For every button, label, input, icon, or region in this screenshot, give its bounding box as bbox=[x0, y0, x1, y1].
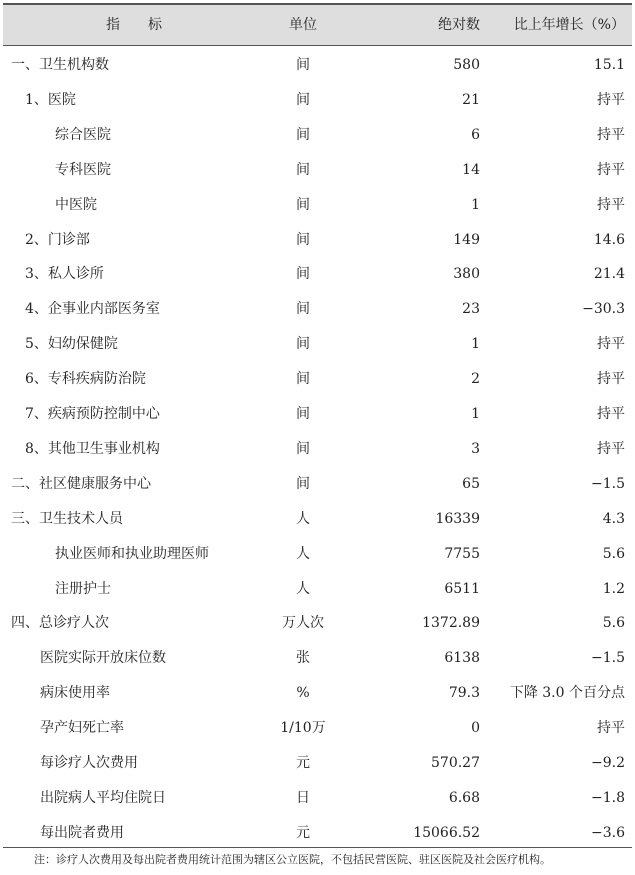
row-growth: 持平 bbox=[597, 720, 625, 737]
row-absolute-value: 79.3 bbox=[448, 685, 480, 702]
row-growth: −30.3 bbox=[582, 301, 625, 318]
row-growth: 持平 bbox=[597, 336, 625, 353]
table-row bbox=[3, 432, 632, 467]
row-unit: 间 bbox=[296, 371, 310, 388]
row-growth: 1.2 bbox=[602, 580, 625, 597]
header-unit: 单位 bbox=[289, 17, 317, 33]
row-indicator: 5、妇幼保健院 bbox=[25, 336, 118, 353]
row-indicator: 二、社区健康服务中心 bbox=[11, 475, 151, 492]
table-bottom-rule bbox=[3, 847, 632, 848]
row-unit: 间 bbox=[296, 475, 310, 492]
row-absolute-value: 14 bbox=[462, 161, 480, 178]
row-absolute-value: 1 bbox=[471, 196, 480, 213]
table-row bbox=[3, 48, 632, 83]
row-indicator: 综合医院 bbox=[55, 126, 111, 143]
row-absolute-value: 149 bbox=[453, 231, 480, 248]
row-unit: 间 bbox=[296, 266, 310, 283]
row-unit: 元 bbox=[296, 824, 310, 841]
row-growth: 持平 bbox=[597, 161, 625, 178]
row-unit: 间 bbox=[296, 406, 310, 422]
row-unit: 人 bbox=[296, 580, 310, 597]
row-unit: 万人次 bbox=[282, 615, 324, 632]
table-row bbox=[3, 153, 632, 188]
row-growth: 下降 3.0 个百分点 bbox=[509, 685, 625, 702]
header-absolute: 绝对数 bbox=[438, 17, 480, 33]
row-unit: % bbox=[296, 685, 310, 702]
row-growth: 5.6 bbox=[602, 545, 625, 562]
row-absolute-value: 2 bbox=[471, 371, 480, 388]
table-row bbox=[3, 362, 632, 397]
row-unit: 间 bbox=[296, 336, 310, 353]
table-row bbox=[3, 676, 632, 711]
row-unit: 间 bbox=[296, 126, 310, 143]
table-row bbox=[3, 188, 632, 223]
row-absolute-value: 1372.89 bbox=[422, 615, 480, 632]
row-indicator: 3、私人诊所 bbox=[25, 266, 104, 283]
row-absolute-value: 15066.52 bbox=[413, 824, 480, 841]
row-absolute-value: 6138 bbox=[444, 650, 480, 667]
row-indicator: 2、门诊部 bbox=[25, 231, 90, 248]
table-row bbox=[3, 397, 632, 432]
footnote: 注：诊疗人次费用及每出院者费用统计范围为辖区公立医院，不包括民营医院、驻区医院及社会医疗机构。 bbox=[34, 853, 551, 866]
row-growth: 持平 bbox=[597, 196, 625, 213]
row-absolute-value: 380 bbox=[453, 266, 480, 283]
table-row bbox=[3, 292, 632, 327]
row-absolute-value: 21 bbox=[462, 91, 480, 108]
table-row bbox=[3, 572, 632, 607]
row-indicator: 四、总诊疗人次 bbox=[11, 615, 109, 632]
row-absolute-value: 570.27 bbox=[431, 755, 480, 771]
row-indicator: 病床使用率 bbox=[40, 685, 110, 702]
row-indicator: 4、企事业内部医务室 bbox=[25, 301, 160, 318]
header-indicator: 指 标 bbox=[106, 17, 162, 33]
table-row bbox=[3, 746, 632, 781]
row-growth: −1.8 bbox=[591, 789, 625, 806]
row-indicator: 执业医师和执业助理医师 bbox=[55, 545, 209, 562]
row-unit: 间 bbox=[296, 196, 310, 213]
table-row bbox=[3, 223, 632, 258]
row-indicator: 8、其他卫生事业机构 bbox=[25, 440, 160, 457]
row-unit: 间 bbox=[296, 161, 310, 178]
row-absolute-value: 1 bbox=[471, 336, 480, 353]
row-indicator: 孕产妇死亡率 bbox=[40, 720, 124, 737]
row-growth: −9.2 bbox=[591, 755, 625, 771]
row-indicator: 出院病人平均住院日 bbox=[40, 789, 166, 806]
table-row bbox=[3, 711, 632, 746]
row-absolute-value: 23 bbox=[462, 301, 480, 318]
row-absolute-value: 6511 bbox=[444, 580, 480, 597]
row-unit: 间 bbox=[296, 57, 310, 73]
row-growth: 持平 bbox=[597, 440, 625, 457]
row-growth: 持平 bbox=[597, 406, 625, 422]
header-growth: 比上年增长（%） bbox=[513, 17, 625, 33]
row-absolute-value: 580 bbox=[453, 57, 480, 73]
row-absolute-value: 3 bbox=[471, 440, 480, 457]
row-indicator: 中医院 bbox=[55, 196, 97, 213]
row-absolute-value: 0 bbox=[471, 720, 480, 737]
row-unit: 间 bbox=[296, 301, 310, 318]
row-indicator: 7、疾病预防控制中心 bbox=[25, 406, 160, 422]
row-absolute-value: 1 bbox=[471, 406, 480, 422]
row-growth: 14.6 bbox=[593, 231, 625, 248]
row-indicator: 注册护士 bbox=[55, 580, 111, 597]
row-growth: −1.5 bbox=[591, 650, 625, 667]
row-unit: 间 bbox=[296, 91, 310, 108]
row-indicator: 每出院者费用 bbox=[40, 824, 124, 841]
row-unit: 人 bbox=[296, 545, 310, 562]
row-indicator: 专科医院 bbox=[55, 161, 111, 178]
row-growth: −3.6 bbox=[591, 824, 625, 841]
row-unit: 日 bbox=[296, 789, 310, 806]
table-row bbox=[3, 118, 632, 153]
row-absolute-value: 65 bbox=[462, 475, 480, 492]
row-indicator: 每诊疗人次费用 bbox=[40, 755, 138, 771]
row-growth: 持平 bbox=[597, 91, 625, 108]
table-row bbox=[3, 641, 632, 676]
row-indicator: 6、专科疾病防治院 bbox=[25, 371, 146, 388]
row-growth: 21.4 bbox=[593, 266, 625, 283]
table-row bbox=[3, 502, 632, 537]
row-indicator: 一、卫生机构数 bbox=[11, 57, 109, 73]
row-indicator: 三、卫生技术人员 bbox=[11, 510, 123, 527]
table-row bbox=[3, 816, 632, 851]
table-row bbox=[3, 467, 632, 502]
row-absolute-value: 6.68 bbox=[448, 789, 480, 806]
table-row bbox=[3, 781, 632, 816]
table-row bbox=[3, 327, 632, 362]
row-unit: 张 bbox=[296, 650, 310, 667]
row-indicator: 医院实际开放床位数 bbox=[40, 650, 166, 667]
row-unit: 元 bbox=[296, 755, 310, 771]
row-absolute-value: 16339 bbox=[435, 510, 480, 527]
row-growth: 持平 bbox=[597, 126, 625, 143]
row-absolute-value: 7755 bbox=[444, 545, 480, 562]
row-unit: 人 bbox=[296, 510, 310, 527]
table-row bbox=[3, 83, 632, 118]
table-row bbox=[3, 537, 632, 572]
row-growth: 4.3 bbox=[602, 510, 625, 527]
row-growth: 15.1 bbox=[593, 57, 625, 73]
row-indicator: 1、医院 bbox=[25, 91, 76, 108]
row-growth: −1.5 bbox=[591, 475, 625, 492]
row-unit: 间 bbox=[296, 231, 310, 248]
row-absolute-value: 6 bbox=[471, 126, 480, 143]
row-unit: 间 bbox=[296, 440, 310, 457]
table-header bbox=[3, 5, 632, 46]
row-unit: 1/10万 bbox=[280, 720, 326, 737]
row-growth: 持平 bbox=[597, 371, 625, 388]
table-row bbox=[3, 257, 632, 292]
row-growth: 5.6 bbox=[602, 615, 625, 632]
table-row bbox=[3, 606, 632, 641]
